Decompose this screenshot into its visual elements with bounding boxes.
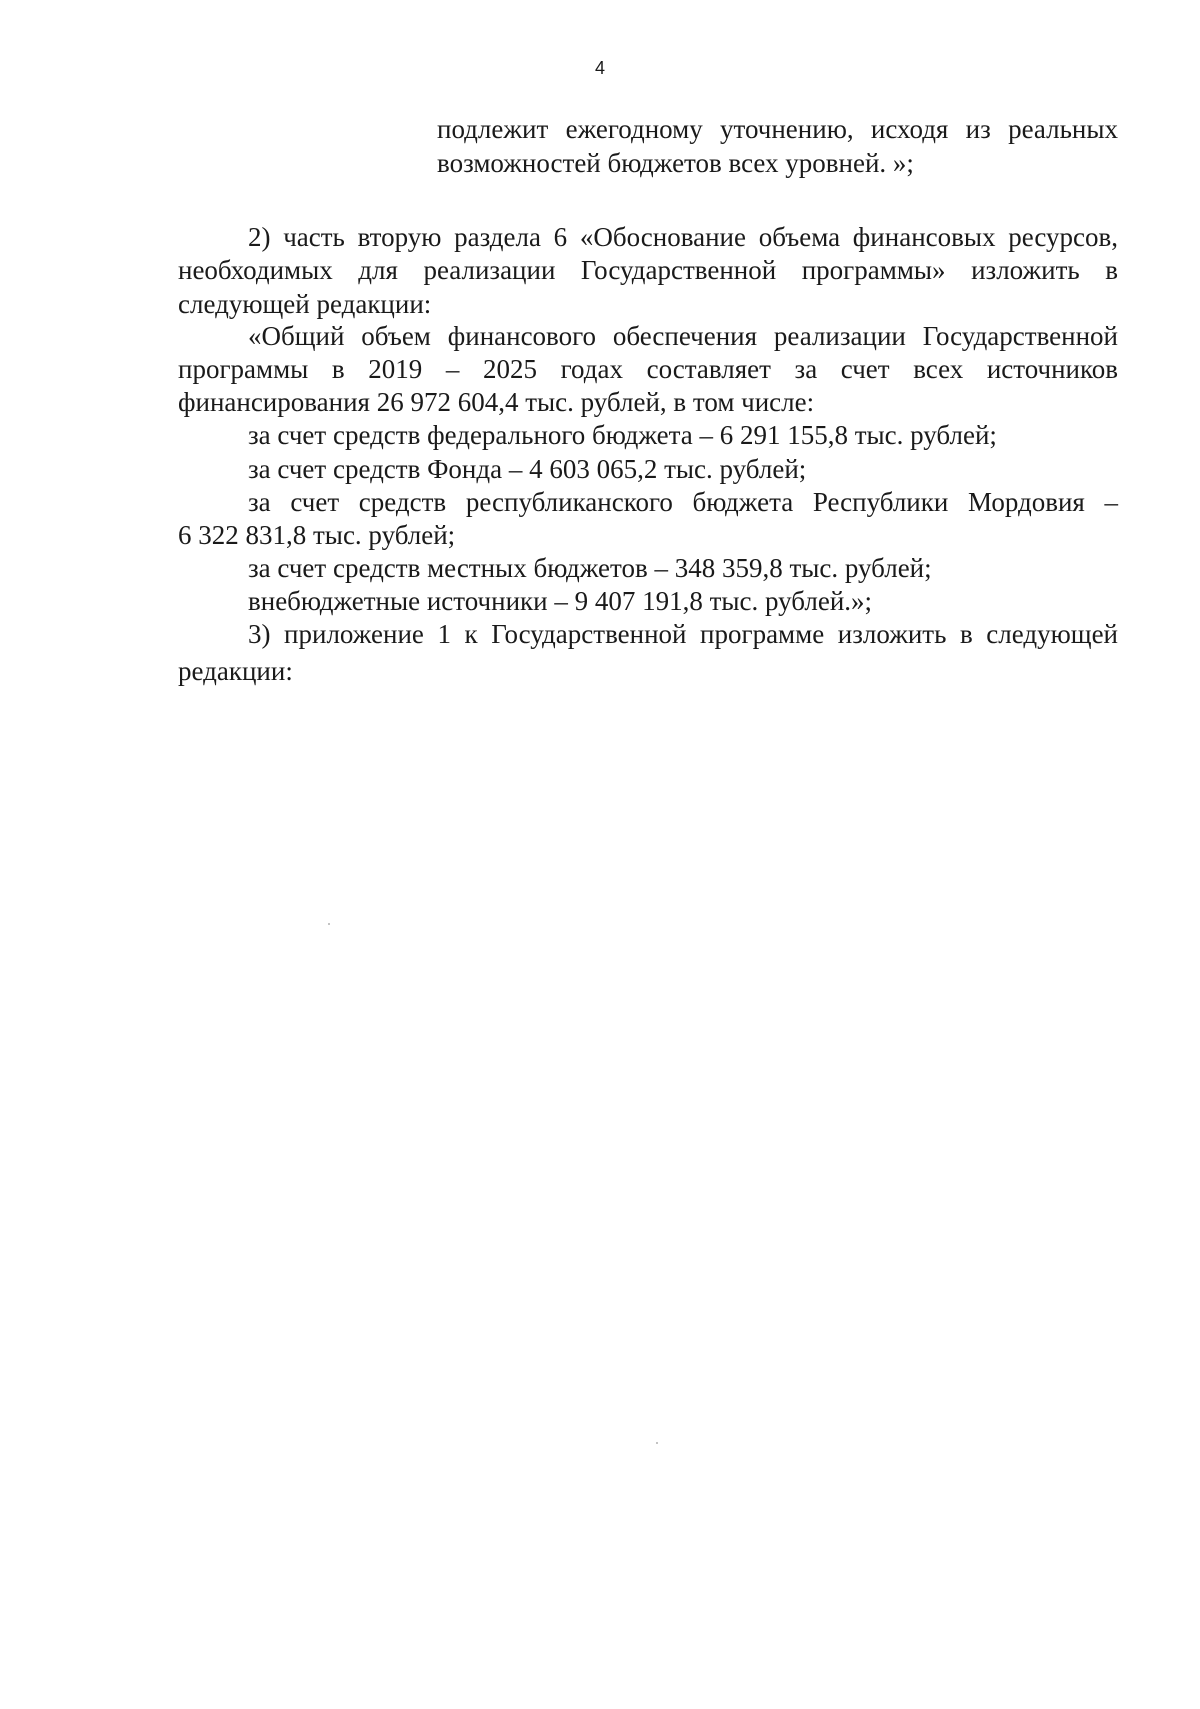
item-2-line-3: следующей редакции: [178,289,432,319]
item-3-line-2: редакции: [178,656,293,686]
continuation-line-2: возможностей бюджетов всех уровней. »; [437,148,914,178]
quote-line-2: программы в 2019 – 2025 годах составляет за счет всех источников [178,354,1118,384]
page-number: 4 [594,58,605,78]
scan-speck [656,1442,658,1444]
continuation-line-1: подлежит ежегодному уточнению, исходя из реальных [437,114,1118,144]
item-3-line-1: 3) приложение 1 к Государственной программе изложить в следующей [248,619,1118,649]
item-2-line-2: необходимых для реализации Государственной программы» изложить в [178,255,1118,285]
republican-budget-line-1: за счет средств республиканского бюджета Республики Мордовия – [248,487,1118,517]
item-2-line-1: 2) часть вторую раздела 6 «Обоснование объема финансовых ресурсов, [248,222,1118,252]
fund-line: за счет средств Фонда – 4 603 065,2 тыс. рублей; [248,454,807,484]
extrabudgetary-line: внебюджетные источники – 9 407 191,8 тыс. рублей.»; [248,586,873,616]
scan-speck [328,923,330,925]
federal-budget-line: за счет средств федерального бюджета – 6 291 155,8 тыс. рублей; [248,420,997,450]
quote-line-1: «Общий объем финансового обеспечения реализации Государственной [248,321,1118,351]
local-budgets-line: за счет средств местных бюджетов – 348 359,8 тыс. рублей; [248,553,932,583]
quote-line-3: финансирования 26 972 604,4 тыс. рублей, в том числе: [178,387,815,417]
republican-budget-line-2: 6 322 831,8 тыс. рублей; [178,520,456,550]
